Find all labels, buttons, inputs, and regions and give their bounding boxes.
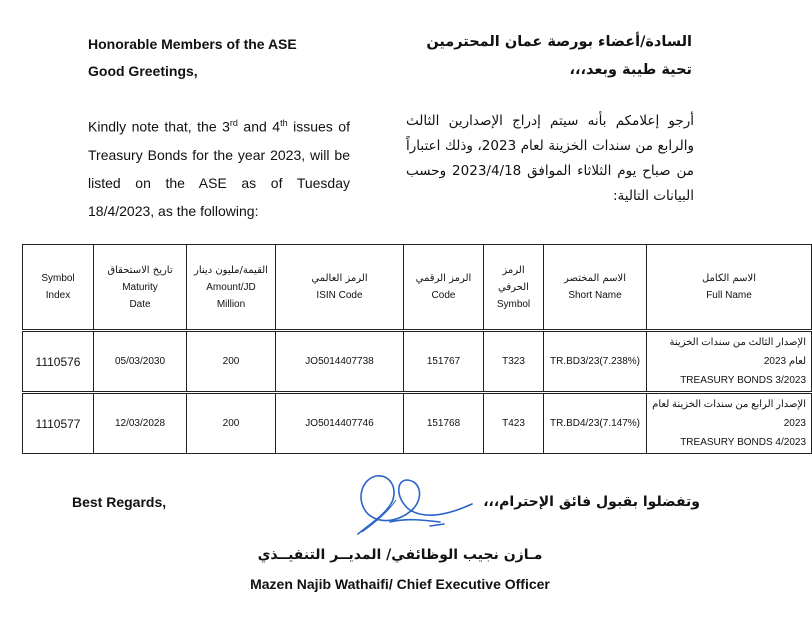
table-row <box>23 331 812 393</box>
header-amount: القيمة/مليون دينار Amount/JD Million <box>187 245 276 331</box>
closing-ar: وتفضلوا بقبول فائق الإحترام،،، <box>483 494 700 510</box>
cell-full-name: الإصدار الرابع من سندات الخزينة لعام 2023 TREASURY BONDS 4/2023 <box>647 393 812 454</box>
bonds-table <box>22 244 812 454</box>
cell-amount: 200 <box>187 393 276 454</box>
addressee-ar: السادة/أعضاء بورصة عمان المحترمين <box>426 34 692 50</box>
cell-symbol: T423 <box>484 393 544 454</box>
body-text-ar: أرجو إعلامكم بأنه سيتم إدراج الإصدارين الثالث والرابع من سندات الخزينة لعام 2023، وذلك اعتباراً من صباح يوم الثلاثاء الموافق 2023/4/18 وحسب البيانات التالية: <box>406 113 694 204</box>
cell-maturity: 05/03/2030 <box>94 331 187 393</box>
cell-isin: JO5014407746 <box>276 393 404 454</box>
cell-symbol-index: 1110577 <box>23 393 94 454</box>
cell-symbol: T323 <box>484 331 544 393</box>
signature-scribble <box>340 462 500 542</box>
signatory-en: Mazen Najib Wathaifi/ Chief Executive Officer <box>250 576 550 592</box>
header-maturity-date: تاريخ الاستحقاق Maturity Date <box>94 245 187 331</box>
header-symbol-index: Symbol Index <box>23 245 94 331</box>
signatory-ar: مـازن نجيب الوظائفي/ المديــر التنفيــذي <box>257 547 543 563</box>
cell-code: 151767 <box>404 331 484 393</box>
header-short-name: الاسم المختصر Short Name <box>544 245 647 331</box>
cell-amount: 200 <box>187 331 276 393</box>
cell-short-name: TR.BD3/23(7.238%) <box>544 331 647 393</box>
cell-short-name: TR.BD4/23(7.147%) <box>544 393 647 454</box>
cell-code: 151768 <box>404 393 484 454</box>
closing-en: Best Regards, <box>72 494 167 510</box>
greeting-en: Good Greetings, <box>88 63 198 79</box>
greeting-ar: تحية طيبة وبعد،،، <box>569 62 692 78</box>
table-row <box>23 393 812 454</box>
header-symbol: الرمز الحرفي Symbol <box>484 245 544 331</box>
cell-maturity: 12/03/2028 <box>94 393 187 454</box>
addressee-en: Honorable Members of the ASE <box>88 36 297 52</box>
body-text-en: Kindly note that, the 3rd and 4th issues of Treasury Bonds for the year 2023, will be listed on the ASE as of Tuesday 18/4/2023, as the following: <box>88 118 350 219</box>
header-code: الرمز الرقمي Code <box>404 245 484 331</box>
header-full-name: الاسم الكامل Full Name <box>647 245 812 331</box>
cell-full-name: الإصدار الثالث من سندات الخزينة لعام 2023 TREASURY BONDS 3/2023 <box>647 331 812 393</box>
table-header-row <box>23 245 812 331</box>
cell-isin: JO5014407738 <box>276 331 404 393</box>
cell-symbol-index: 1110576 <box>23 331 94 393</box>
header-isin-code: الرمز العالمي ISIN Code <box>276 245 404 331</box>
